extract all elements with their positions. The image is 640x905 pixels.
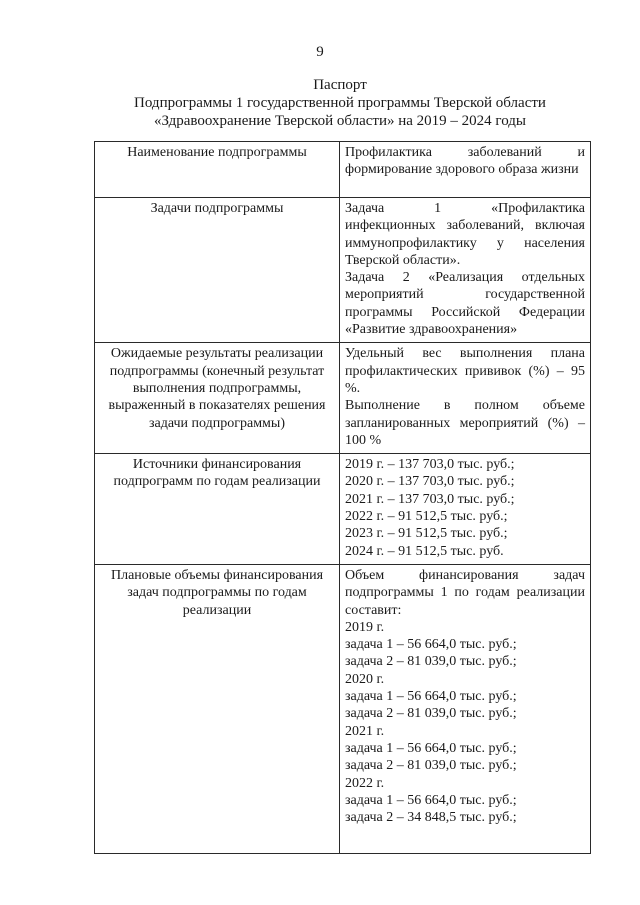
- value-line: задача 1 – 56 664,0 тыс. руб.;: [345, 740, 517, 756]
- value-paragraph: Объем финансирования задач подпрограммы 1 по годам реализации составит:: [345, 567, 585, 618]
- title-line-2: Подпрограммы 1 государственной программы Тверской области: [134, 95, 546, 111]
- value-line: задача 2 – 34 848,5 тыс. руб.;: [345, 810, 517, 826]
- passport-table: [94, 141, 591, 854]
- title-line-1: Паспорт: [313, 77, 367, 93]
- table-row-subprogram-name: [95, 142, 591, 198]
- table-row-funding-sources: [95, 454, 591, 565]
- value-paragraph: Профилактика заболеваний и формирование здорового образа жизни: [345, 145, 585, 178]
- row-label: Задачи подпрограммы: [95, 198, 340, 343]
- value-line: 2022 г.: [345, 775, 385, 791]
- value-paragraph: Удельный вес выполнения плана профилактических прививок (%) – 95 %.: [345, 346, 585, 396]
- row-label: Ожидаемые результаты реализации подпрограммы (конечный результат выполнения подпрограммы, выраженный в показателях решения задачи подпрограммы): [95, 343, 340, 454]
- value-line: задача 2 – 81 039,0 тыс. руб.;: [345, 758, 517, 774]
- value-line: 2020 г.: [345, 671, 385, 687]
- document-title: [80, 76, 600, 130]
- value-line: 2020 г. – 137 703,0 тыс. руб.;: [345, 474, 515, 490]
- value-line: задача 2 – 81 039,0 тыс. руб.;: [345, 654, 517, 670]
- value-line: задача 2 – 81 039,0 тыс. руб.;: [345, 706, 517, 722]
- value-paragraph: Выполнение в полном объеме запланированных мероприятий (%) – 100 %: [345, 398, 585, 448]
- row-value: [340, 198, 591, 343]
- value-line: 2021 г. – 137 703,0 тыс. руб.;: [345, 491, 515, 507]
- title-line-3: «Здравоохранение Тверской области» на 2019 – 2024 годы: [153, 113, 526, 129]
- row-value: [340, 454, 591, 565]
- value-line: 2024 г. – 91 512,5 тыс. руб.: [345, 543, 504, 559]
- row-label: Плановые объемы финансирования задач подпрограммы по годам реализации: [95, 564, 340, 853]
- value-line: 2023 г. – 91 512,5 тыс. руб.;: [345, 526, 508, 542]
- value-line: задача 1 – 56 664,0 тыс. руб.;: [345, 689, 517, 705]
- value-line: 2019 г. – 137 703,0 тыс. руб.;: [345, 457, 515, 473]
- table-row-planned-funding: [95, 564, 591, 853]
- page-number: 9: [316, 44, 324, 60]
- value-line: задача 1 – 56 664,0 тыс. руб.;: [345, 792, 517, 808]
- value-paragraph: Задача 1 «Профилактика инфекционных заболеваний, включая иммунопрофилактику у населения Тверской области».: [345, 201, 585, 268]
- value-line: 2022 г. – 91 512,5 тыс. руб.;: [345, 509, 508, 525]
- table-row-expected-results: [95, 343, 591, 454]
- row-value: [340, 564, 591, 853]
- value-line: 2019 г.: [345, 619, 385, 635]
- value-line: 2021 г.: [345, 723, 385, 739]
- row-label: Наименование подпрограммы: [95, 142, 340, 198]
- row-value: [340, 343, 591, 454]
- value-line: задача 1 – 56 664,0 тыс. руб.;: [345, 637, 517, 653]
- table-row-tasks: [95, 198, 591, 343]
- row-label: Источники финансирования подпрограмм по годам реализации: [95, 454, 340, 565]
- value-paragraph: Задача 2 «Реализация отдельных мероприятий государственной программы Российской Федерации «Развитие здравоохранения»: [345, 270, 585, 338]
- row-value: [340, 142, 591, 198]
